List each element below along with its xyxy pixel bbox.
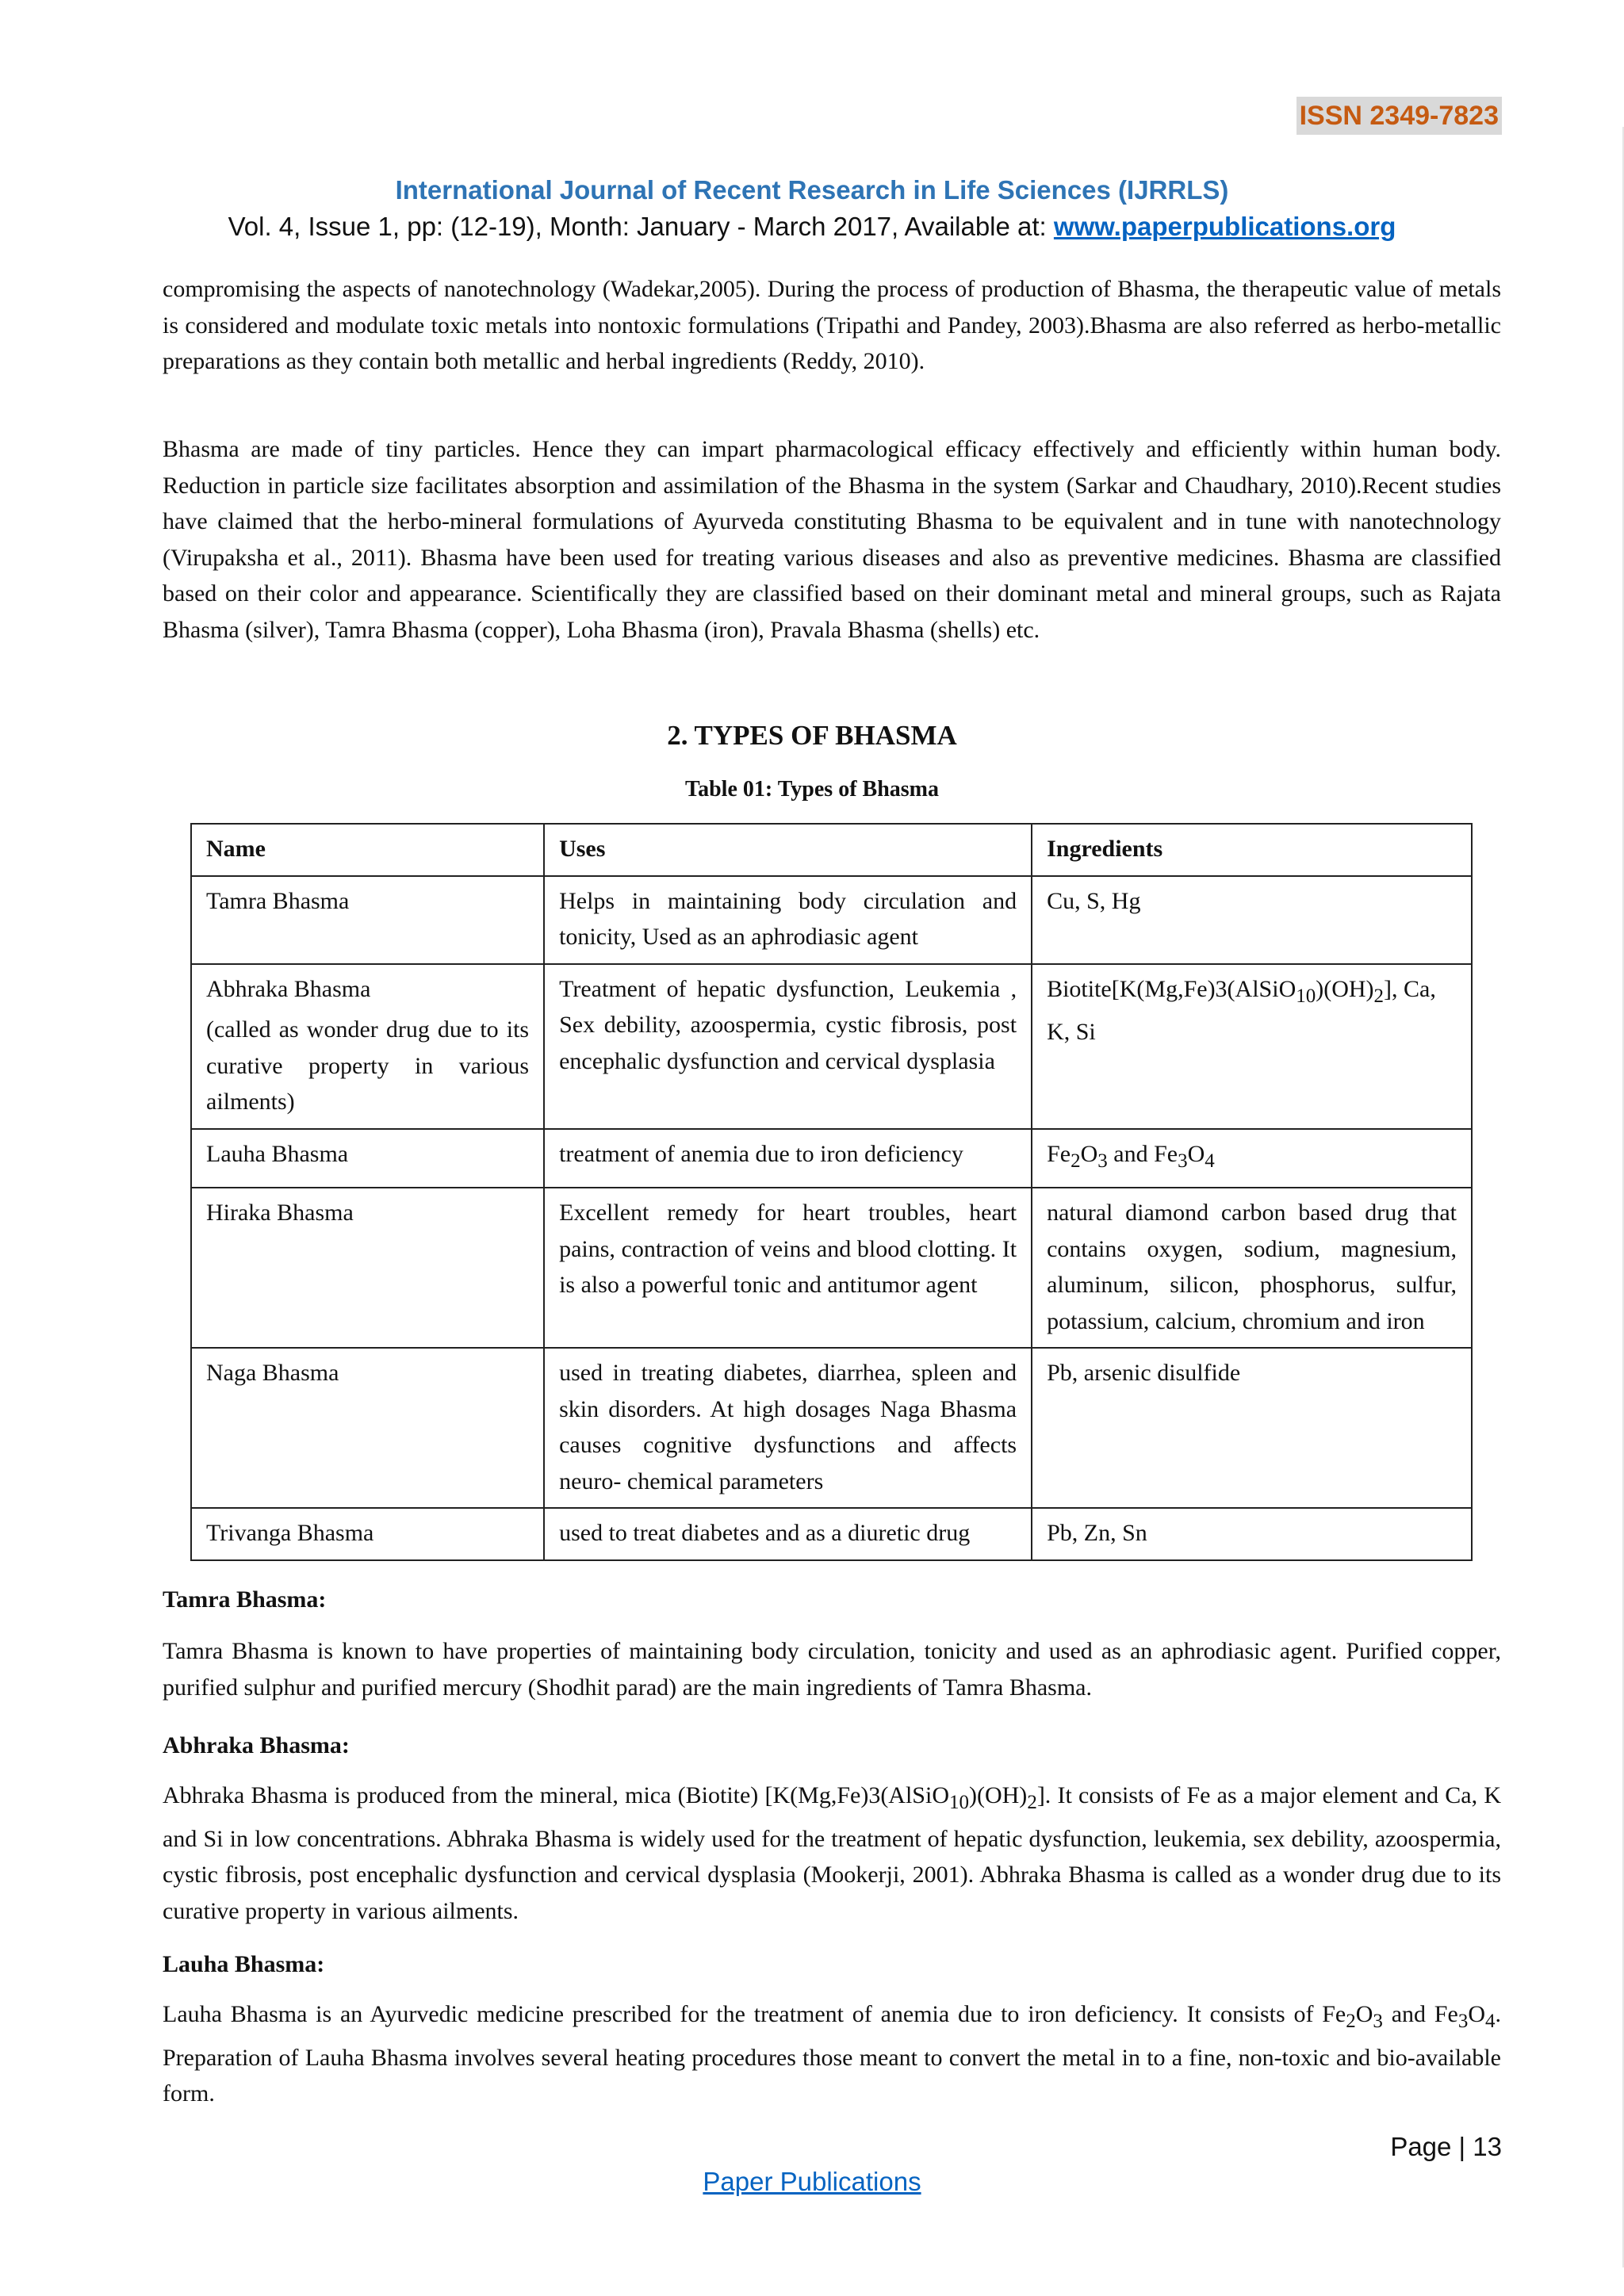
- tamra-paragraph: Tamra Bhasma is known to have properties of maintaining body circulation, tonicity and used as an aphrodiasic agent. Purified copper, purified sulphur and purified mercury (Shodhit parad) are the main ingredients of Tamra Bhasma.: [163, 1638, 1501, 1701]
- table-row: [191, 964, 1472, 1129]
- journal-title: International Journal of Recent Research in Life Sciences (IJRRLS): [395, 175, 1229, 205]
- table-row: [191, 876, 1472, 964]
- cell-name: Hiraka Bhasma: [191, 1188, 544, 1348]
- issn-badge: ISSN 2349-7823: [1297, 97, 1502, 135]
- cell-uses: Helps in maintaining body circulation and tonicity, Used as an aphrodiasic agent: [544, 876, 1032, 964]
- publisher-footer-link[interactable]: Paper Publications: [703, 2167, 921, 2196]
- cell-uses: Excellent remedy for heart troubles, heart pains, contraction of veins and blood clotting. It is also a powerful tonic and antitumor agent: [544, 1188, 1032, 1348]
- cell-ingredients: Pb, arsenic disulfide: [1032, 1348, 1472, 1508]
- cell-name: Tamra Bhasma: [191, 876, 544, 964]
- intro-paragraph-2: Bhasma are made of tiny particles. Hence they can impart pharmacological efficacy effectively and efficiently within human body. Reduction in particle size facilitates absorption and assimilation of the Bhasma in the system (Sarkar and Chaudhary, 2010).Recent studies have claimed that the herbo-mineral formulations of Ayurveda constituting Bhasma to be equivalent and in tune with nanotechnology (Virupaksha et al., 2011). Bhasma have been used for treating various diseases and also as preventive medicines. Bhasma are classified based on their color and appearance. Scientifically they are classified based on their dominant metal and mineral groups, such as Rajata Bhasma (silver), Tamra Bhasma (copper), Loha Bhasma (iron), Pravala Bhasma (shells) etc.: [163, 436, 1501, 643]
- cell-name-text: Abhraka Bhasma: [206, 975, 371, 1002]
- cell-ingredients: Cu, S, Hg: [1032, 876, 1472, 964]
- intro-paragraph-1: compromising the aspects of nanotechnology (Wadekar,2005). During the process of production of Bhasma, the therapeutic value of metals is considered and modulate toxic metals into nontoxic formulations (Tripathi and Pandey, 2003).Bhasma are also referred as herbo-metallic preparations as they contain both metallic and herbal ingredients (Reddy, 2010).: [163, 276, 1501, 374]
- column-header-ingredients: Ingredients: [1032, 824, 1472, 876]
- lauha-heading: Lauha Bhasma:: [163, 1951, 325, 1977]
- column-header-name: Name: [191, 824, 544, 876]
- table-row: [191, 1348, 1472, 1508]
- cell-uses: Treatment of hepatic dysfunction, Leukemia , Sex debility, azoospermia, cystic fibrosis, post encephalic dysfunction and cervical dysplasia: [544, 964, 1032, 1129]
- cell-name: Lauha Bhasma: [191, 1129, 544, 1188]
- cell-uses: treatment of anemia due to iron deficiency: [544, 1129, 1032, 1188]
- cell-uses: used in treating diabetes, diarrhea, spleen and skin disorders. At high dosages Naga Bhasma causes cognitive dysfunctions and affects neuro- chemical parameters: [544, 1348, 1032, 1508]
- abhraka-paragraph: Abhraka Bhasma is produced from the mineral, mica (Biotite) $[K(Mg,Fe)3(AlSiO_{10})(OH)_2]$. It consists of Fe as a major element and Ca, K and Si in low concentrations. Abhraka Bhasma is widely used for the treatment of hepatic dysfunction, leukemia, sex debility, azoospermia, cystic fibrosis, post encephalic dysfunction and cervical dysplasia (Mookerji, 2001). Abhraka Bhasma is called as a wonder drug due to its curative property in various ailments.: [163, 1782, 1501, 1924]
- bhasma-types-table: [190, 823, 1473, 1561]
- cell-name: Trivanga Bhasma: [191, 1508, 544, 1560]
- cell-ingredients: $Fe_2O_3$ and $Fe_3O_4$: [1032, 1129, 1472, 1188]
- table-header-row: [191, 824, 1472, 876]
- journal-website-link[interactable]: www.paperpublications.org: [1053, 212, 1396, 241]
- table-caption: Table 01: Types of Bhasma: [685, 777, 939, 802]
- cell-name: Naga Bhasma: [191, 1348, 544, 1508]
- cell-uses: used to treat diabetes and as a diuretic drug: [544, 1508, 1032, 1560]
- tamra-heading: Tamra Bhasma:: [163, 1586, 327, 1613]
- cell-name: [191, 964, 544, 1129]
- cell-ingredients: Pb, Zn, Sn: [1032, 1508, 1472, 1560]
- table-row: [191, 1508, 1472, 1560]
- lauha-paragraph: Lauha Bhasma is an Ayurvedic medicine prescribed for the treatment of anemia due to iron deficiency. It consists of $Fe_2O_3$ and $Fe_3O_4$. Preparation of Lauha Bhasma involves several heating procedures those meant to convert the metal in to a fine, non-toxic and bio-available form.: [163, 2001, 1501, 2107]
- cell-ingredients: $Biotite[K(Mg,Fe)3(AlSiO_{10})(OH)_2]$, Ca, K, Si: [1032, 964, 1472, 1129]
- cell-ingredients: natural diamond carbon based drug that contains oxygen, sodium, magnesium, aluminum, silicon, phosphorus, sulfur, potassium, calcium, chromium and iron: [1032, 1188, 1472, 1348]
- cell-name-note: (called as wonder drug due to its curative property in various ailments): [206, 1016, 530, 1115]
- section-heading: 2. TYPES OF BHASMA: [667, 720, 957, 751]
- volume-info: Vol. 4, Issue 1, pp: (12-19), Month: January - March 2017, Available at:: [228, 212, 1054, 241]
- table-row: [191, 1188, 1472, 1348]
- page-number: Page | 13: [1390, 2132, 1502, 2161]
- table-row: [191, 1129, 1472, 1188]
- abhraka-heading: Abhraka Bhasma:: [163, 1732, 350, 1758]
- journal-volume-line: [0, 209, 1624, 244]
- column-header-uses: Uses: [544, 824, 1032, 876]
